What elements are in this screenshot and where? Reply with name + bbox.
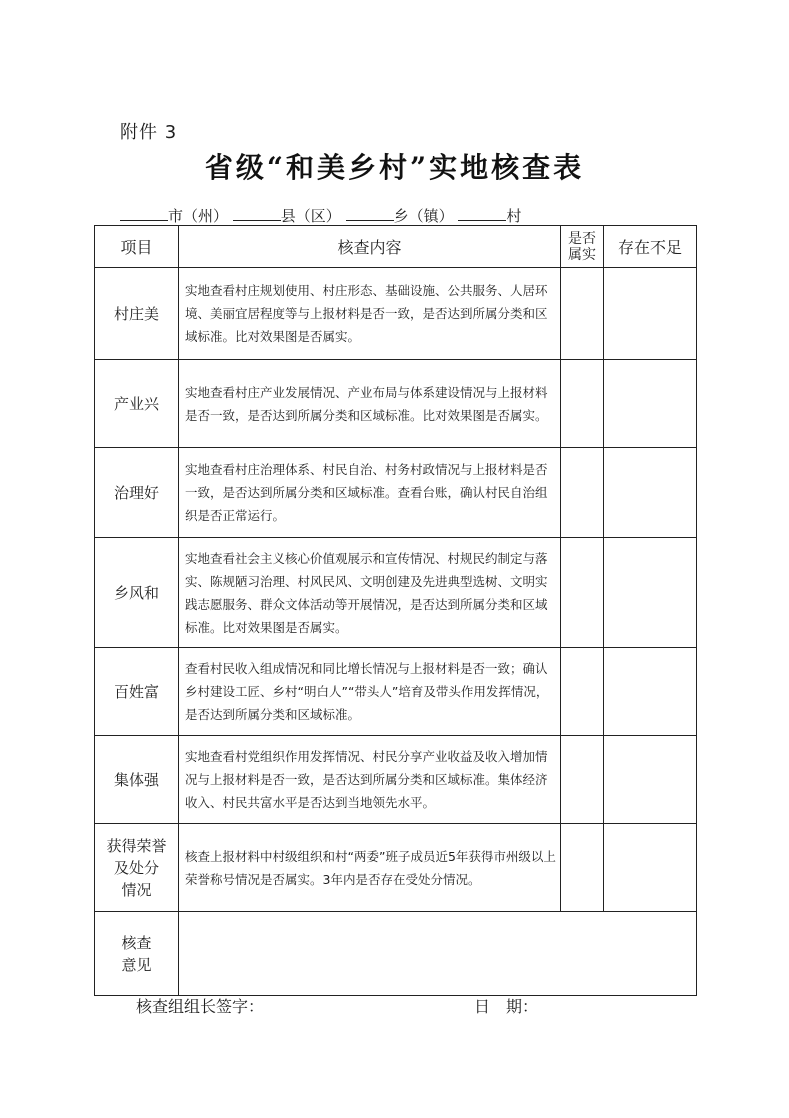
deficiency-cell[interactable] [604,448,697,538]
opinion-item-line1: 核查 [121,933,152,952]
row-item: 乡风和 [95,538,179,648]
city-label: 市（州） [168,207,229,225]
deficiency-cell[interactable] [604,736,697,824]
verification-table [94,225,697,996]
table-row [95,360,697,448]
honor-row [95,824,697,912]
deficiency-cell[interactable] [604,824,697,912]
city-blank[interactable] [120,205,168,221]
row-content: 实地查看村庄规划使用、村庄形态、基础设施、公共服务、人居环境、美丽宜居程度等与上报材料是否一致，是否达到所属分类和区域标准。比对效果图是否属实。 [179,268,561,360]
deficiency-cell[interactable] [604,538,697,648]
header-deficiency: 存在不足 [604,226,697,268]
header-item: 项目 [95,226,179,268]
county-blank[interactable] [233,205,281,221]
location-line [120,205,521,226]
row-item: 产业兴 [95,360,179,448]
verified-cell[interactable] [561,448,604,538]
honor-item-line1: 获得荣誉 [106,836,167,855]
deficiency-cell[interactable] [604,360,697,448]
township-blank[interactable] [346,205,394,221]
table-row [95,736,697,824]
header-verified [561,226,604,268]
table-row [95,448,697,538]
verified-cell[interactable] [561,736,604,824]
county-label: 县（区） [280,207,341,225]
date-label: 日 期： [474,997,539,1016]
row-content: 实地查看村庄治理体系、村民自治、村务村政情况与上报材料是否一致，是否达到所属分类和区域标准。查看台账，确认村民自治组织是否正常运行。 [179,448,561,538]
village-label: 村 [506,207,522,225]
row-item: 集体强 [95,736,179,824]
table-row [95,648,697,736]
attachment-label: 附件 3 [120,122,178,143]
verified-cell[interactable] [561,648,604,736]
verified-cell[interactable] [561,538,604,648]
row-content: 查看村民收入组成情况和同比增长情况与上报材料是否一致；确认乡村建设工匠、乡村“明白人”“带头人”培育及带头作用发挥情况，是否达到所属分类和区域标准。 [179,648,561,736]
row-item: 治理好 [95,448,179,538]
table-header-row [95,226,697,268]
leader-signature-label: 核查组组长签字： [136,997,265,1016]
opinion-cell[interactable] [179,912,697,996]
deficiency-cell[interactable] [604,268,697,360]
honor-item [95,824,179,912]
row-content: 实地查看村庄产业发展情况、产业布局与体系建设情况与上报材料是否一致，是否达到所属分类和区域标准。比对效果图是否属实。 [179,360,561,448]
table-row [95,538,697,648]
page-title: 省级“和美乡村”实地核查表 [204,151,585,184]
verified-cell[interactable] [561,268,604,360]
honor-item-line2: 及处分 [113,858,159,877]
header-verified-line1: 是否 [568,230,596,247]
verified-cell[interactable] [561,824,604,912]
row-item: 村庄美 [95,268,179,360]
header-verified-line2: 属实 [568,246,596,263]
row-content: 实地查看社会主义核心价值观展示和宣传情况、村规民约制定与落实、陈规陋习治理、村风民风、文明创建及先进典型选树、文明实践志愿服务、群众文体活动等开展情况，是否达到所属分类和区域标准。比对效果图是否属实。 [179,538,561,648]
opinion-item [95,912,179,996]
verified-cell[interactable] [561,360,604,448]
honor-content: 核查上报材料中村级组织和村“两委”班子成员近5年获得市州级以上荣誉称号情况是否属实。3年内是否存在受处分情况。 [179,824,561,912]
opinion-row [95,912,697,996]
village-blank[interactable] [458,205,506,221]
row-content: 实地查看村党组织作用发挥情况、村民分享产业收益及收入增加情况与上报材料是否一致，是否达到所属分类和区域标准。集体经济收入、村民共富水平是否达到当地领先水平。 [179,736,561,824]
header-content: 核查内容 [179,226,561,268]
township-label: 乡（镇） [393,207,454,225]
deficiency-cell[interactable] [604,648,697,736]
honor-item-line3: 情况 [121,880,152,899]
row-item: 百姓富 [95,648,179,736]
table-row [95,268,697,360]
opinion-item-line2: 意见 [121,955,152,974]
